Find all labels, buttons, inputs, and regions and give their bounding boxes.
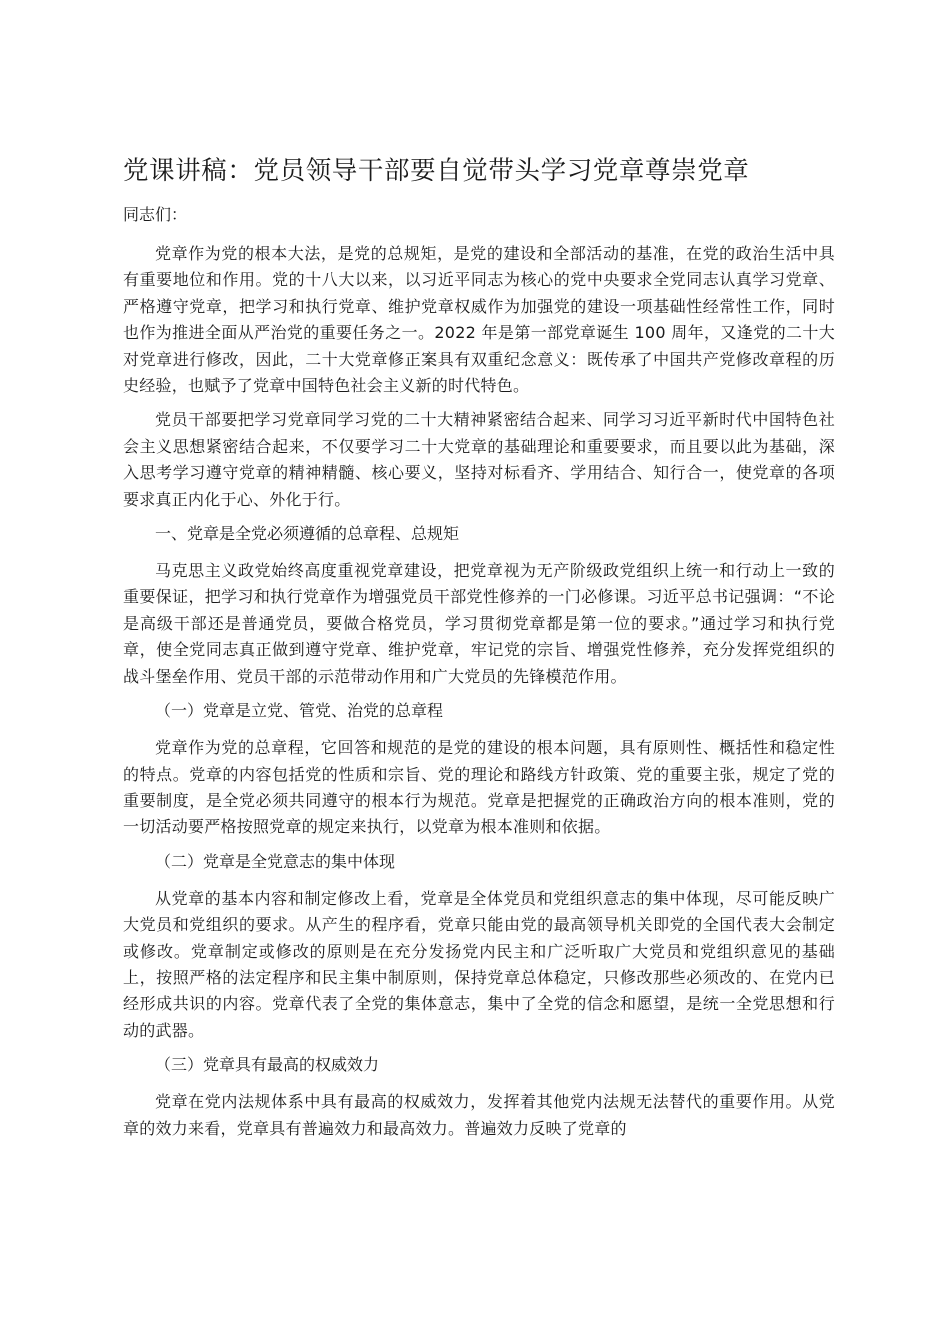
paragraph-subsection-1: 党章作为党的总章程，它回答和规范的是党的建设的根本问题，具有原则性、概括性和稳定性的特点。党章的内容包括党的性质和宗旨、党的理论和路线方针政策、党的重要主张，规定了党的重要制度，是全党必须共同遵守的根本行为规范。党章是把握党的正确政治方向的根本准则，党的一切活动要严格按照党章的规定来执行，以党章为根本准则和依据。: [123, 738, 835, 837]
paragraph-subsection-3: 党章在党内法规体系中具有最高的权威效力，发挥着其他党内法规无法替代的重要作用。从党章的效力来看，党章具有普遍效力和最高效力。普遍效力反映了党章的: [123, 1092, 835, 1138]
paragraph-study-requirement: 党员干部要把学习党章同学习党的二十大精神紧密结合起来、同学习习近平新时代中国特色社会主义思想紧密结合起来，不仅要学习二十大党章的基础理论和重要要求，而且要以此为基础，深入思考学习遵守党章的精神精髓、核心要义，坚持对标看齐、学用结合、知行合一，使党章的各项要求真正内化于心、外化于行。: [123, 410, 835, 509]
document-title: 党课讲稿：党员领导干部要自觉带头学习党章尊崇党章: [123, 156, 750, 186]
section-heading-1: 一、党章是全党必须遵循的总章程、总规矩: [155, 524, 460, 544]
subsection-heading-2: （二）党章是全党意志的集中体现: [155, 851, 396, 871]
subsection-heading-1: （一）党章是立党、管党、治党的总章程: [155, 701, 444, 721]
salutation: 同志们：: [123, 205, 188, 224]
document-page: [123, 150, 835, 1150]
paragraph-subsection-2: 从党章的基本内容和制定修改上看，党章是全体党员和党组织意志的集中体现，尽可能反映广大党员和党组织的要求。从产生的程序看，党章只能由党的最高领导机关即党的全国代表大会制定或修改。党章制定或修改的原则是在充分发扬党内民主和广泛听取广大党员和党组织意见的基础上，按照严格的法定程序和民主集中制原则，保持党章总体稳定，只修改那些必须改的、在党内已经形成共识的内容。党章代表了全党的集体意志，集中了全党的信念和愿望，是统一全党思想和行动的武器。: [123, 888, 835, 1040]
paragraph-section-1: 马克思主义政党始终高度重视党章建设，把党章视为无产阶级政党组织上统一和行动上一致的重要保证，把学习和执行党章作为增强党员干部党性修养的一门必修课。习近平总书记强调：“不论是高级干部还是普通党员，要做合格党员，学习贯彻党章都是第一位的要求。”通过学习和执行党章，使全党同志真正做到遵守党章、维护党章，牢记党的宗旨、增强党性修养，充分发挥党组织的战斗堡垒作用、党员干部的示范带动作用和广大党员的先锋模范作用。: [123, 561, 835, 686]
subsection-heading-3: （三）党章具有最高的权威效力: [155, 1055, 380, 1075]
paragraph-intro: 党章作为党的根本大法，是党的总规矩，是党的建设和全部活动的基准，在党的政治生活中具有重要地位和作用。党的十八大以来，以习近平同志为核心的党中央要求全党同志认真学习党章、严格遵守党章，把学习和执行党章、维护党章权威作为加强党的建设一项基础性经常性工作，同时也作为推进全面从严治党的重要任务之一。2022 年是第一部党章诞生 100 周年，又逢党的二十大对党章进行修改，因此，二十大党章修正案具有双重纪念意义：既传承了中国共产党修改章程的历史经验，也赋予了党章中国特色社会主义新的时代特色。: [123, 244, 835, 396]
